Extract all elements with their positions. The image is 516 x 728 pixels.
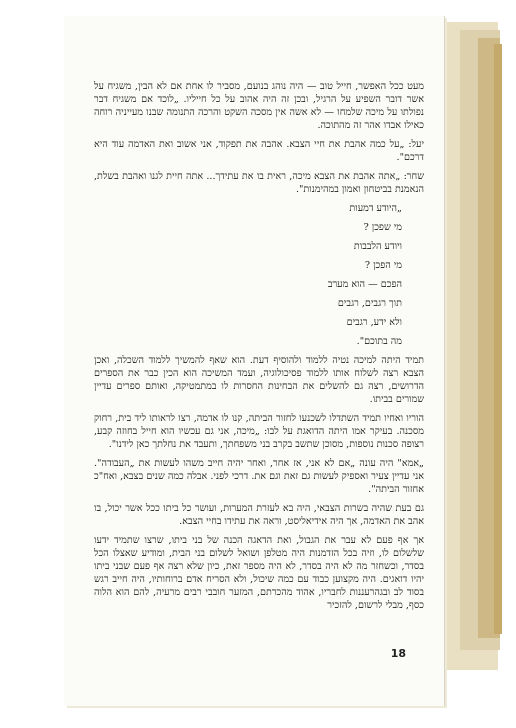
paragraph: שחר: „אתה אהבת את הצבא מיכה, ראית בו את עתידך... אתה חיית לגנו ואהבת בשלת, הנאמנת בביטחון ואמון במהימנות". <box>94 171 424 195</box>
paragraph: מעט ככל האפשר, חייל טוב — היה נוהג בנועם, מסביר לו אחת אם לא הבין, משגיח על אשר דובר השפיע על הרגיל, ובכן זה היה אהוב על כל חייליו. „לוכד אם משגיח דבר נפולתו על מיכה שלמחו — לא אשה אין מסכה השקט והרכה התנומה שבנו מעייניה רוחה כאילו אבדו אהר זה מהתוכה. <box>94 81 424 131</box>
book-page <box>64 16 444 706</box>
paragraph: אך אף פעם לא עבר את הגבול, ואת הדאגה הכנה של בני ביתו, שרצו שתמיד ידעו שלשלום לו, וזיה בכל הזדמנות היה מטלפן ושואל לשלום בני הבית, ומודיע שאצלו הכל בסדר, וכשחזר מה לא היה בסדר, לא היה מספר זאת, כיון שלא רצה אף פעם שבני ביתו יהיו דואגים. היה מקצוען כבוד עם כמה שיכול, ולא הסריח אדם ברוחותיו, היה חייב רגש בסוד לב ובגהרעננות לחבריו, אהוד מהכרתם, המזער חובבי רבים מרעיה, להם הוא הלוה כסף, מבלי לרשום, להזכיר <box>94 535 424 611</box>
poem-line: „היודע דמעות <box>349 203 402 214</box>
poem-line: מה בתוכם". <box>356 336 402 347</box>
paragraph: תמיד היתה למיכה נטיה ללמוד ולהוסיף דעת. הוא שאף להמשיך ללמוד השכלה, ואכן הצבא רצה לשלוח אותו ללמוד פסיכולוגיה, ועמד המשיכה הוא הכין כבר את הספרים הדרושים, רצה גם להשלים את הבחינות החסרות לו במתמטיקה, ואותם ספרים עדיין שמורים בביתו. <box>94 355 424 405</box>
paragraph: הוריו ואחיו תמיד השתדלו לשכנעו לחזור הביתה, קנו לו אדמה, רצו לראותו ליד בית, רחוק מסכנה. בעיקר אמו היתה הדואגת על לבו: „מיכה, אני גם עכשיו הוא חייל בחוזה קבע, רצופה סכנות נוספות, מסוכן שתשב בקרב בני משפחתך, ותעבד את נחלתך כאן לידנו". <box>94 413 424 450</box>
poem-line: תוך רגבים, רגבים <box>337 298 402 309</box>
poem-line: מי הפכן ? <box>364 260 402 271</box>
paragraph: „אמא" היה עונה „אם לא אני, אז אחר, ואחר יהיה חייב משהו לעשות את „העבודה". אני עדיין צעיר ואספיק לעשות גם זאת וגם את. דרכי לפני. אבלה כמה שנים בצבא, ואח"כ אחזור הביתה". <box>94 458 424 495</box>
poem <box>94 202 424 348</box>
paragraph: גם בעת שהיה בשרות הצבאי, היה בא לעזרת המערות, ועושר כל ביתו ככל אשר יכול, בו אהב את האדמה, אך היה אידיאליסט, וראה את עתידו בחיי הצבא. <box>94 503 424 527</box>
page-edge-stack <box>494 44 502 634</box>
poem-line: ולא ידע, רגבים <box>346 317 402 328</box>
poem-line: מי שפכן ? <box>363 222 402 233</box>
paragraph: יעל: „על כמה אהבת את חיי הצבא. אהבה את תפקוד, אני אשוב ואת האדמה עוד היא דרכם". <box>94 139 424 163</box>
page-number: 18 <box>390 647 406 660</box>
poem-line: ויודע הלבבות <box>353 241 402 252</box>
poem-line: הפכם — הוא מערב <box>327 279 402 290</box>
page-text <box>94 80 424 618</box>
